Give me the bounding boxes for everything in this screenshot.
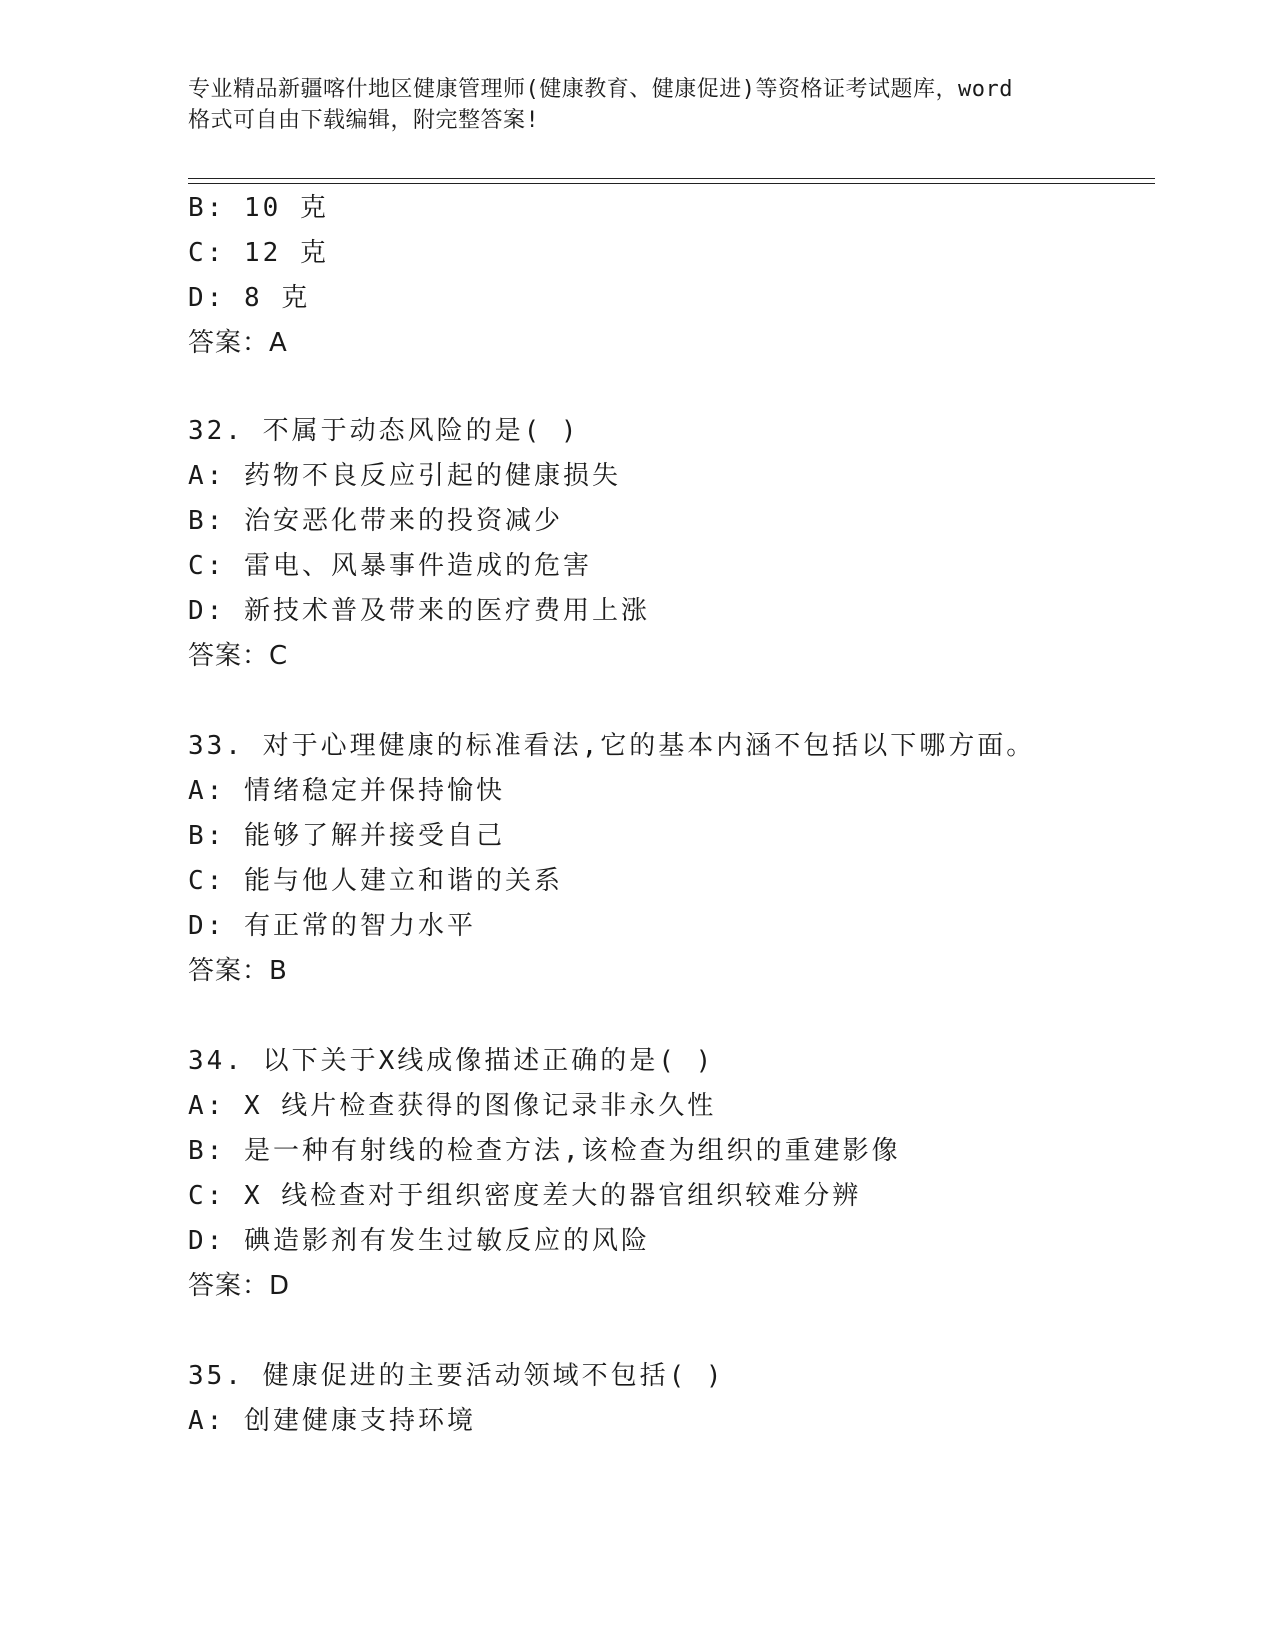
q34-option-d: D: 碘造影剂有发生过敏反应的风险	[188, 1226, 650, 1256]
q33-question: 33. 对于心理健康的标准看法,它的基本内涵不包括以下哪方面。	[188, 731, 1036, 761]
q32-answer: 答案：C	[188, 641, 289, 671]
q33-answer: 答案：B	[188, 956, 288, 986]
q33-option-b: B: 能够了解并接受自己	[188, 821, 505, 851]
q31-option-d: D: 8 克	[188, 283, 311, 313]
q32-question: 32. 不属于动态风险的是( )	[188, 416, 580, 446]
q33-option-c: C: 能与他人建立和谐的关系	[188, 866, 563, 896]
q33-option-a: A: 情绪稳定并保持愉快	[188, 776, 505, 806]
q34-question: 34. 以下关于X线成像描述正确的是( )	[188, 1046, 715, 1076]
q34-option-b: B: 是一种有射线的检查方法,该检查为组织的重建影像	[188, 1136, 901, 1166]
q34-option-a: A: X 线片检查获得的图像记录非永久性	[188, 1091, 717, 1121]
q34-answer: 答案：D	[188, 1271, 291, 1301]
header-divider-top	[188, 178, 1155, 179]
q35-question: 35. 健康促进的主要活动领域不包括( )	[188, 1361, 725, 1391]
header-divider-bottom	[188, 183, 1155, 184]
q31-option-c: C: 12 克	[188, 238, 329, 268]
q33-option-d: D: 有正常的智力水平	[188, 911, 476, 941]
document-header	[188, 74, 1088, 136]
q32-option-b: B: 治安恶化带来的投资减少	[188, 506, 563, 536]
q35-option-a: A: 创建健康支持环境	[188, 1406, 476, 1436]
q32-option-a: A: 药物不良反应引起的健康损失	[188, 461, 621, 491]
q34-option-c: C: X 线检查对于组织密度差大的器官组织较难分辨	[188, 1181, 862, 1211]
q32-option-c: C: 雷电、风暴事件造成的危害	[188, 551, 592, 581]
header-line-1: 专业精品新疆喀什地区健康管理师(健康教育、健康促进)等资格证考试题库，word	[188, 77, 1013, 102]
q32-option-d: D: 新技术普及带来的医疗费用上涨	[188, 596, 650, 626]
header-line-2: 格式可自由下载编辑，附完整答案!	[188, 108, 540, 133]
q31-answer: 答案：A	[188, 328, 288, 358]
q31-option-b: B: 10 克	[188, 193, 329, 223]
